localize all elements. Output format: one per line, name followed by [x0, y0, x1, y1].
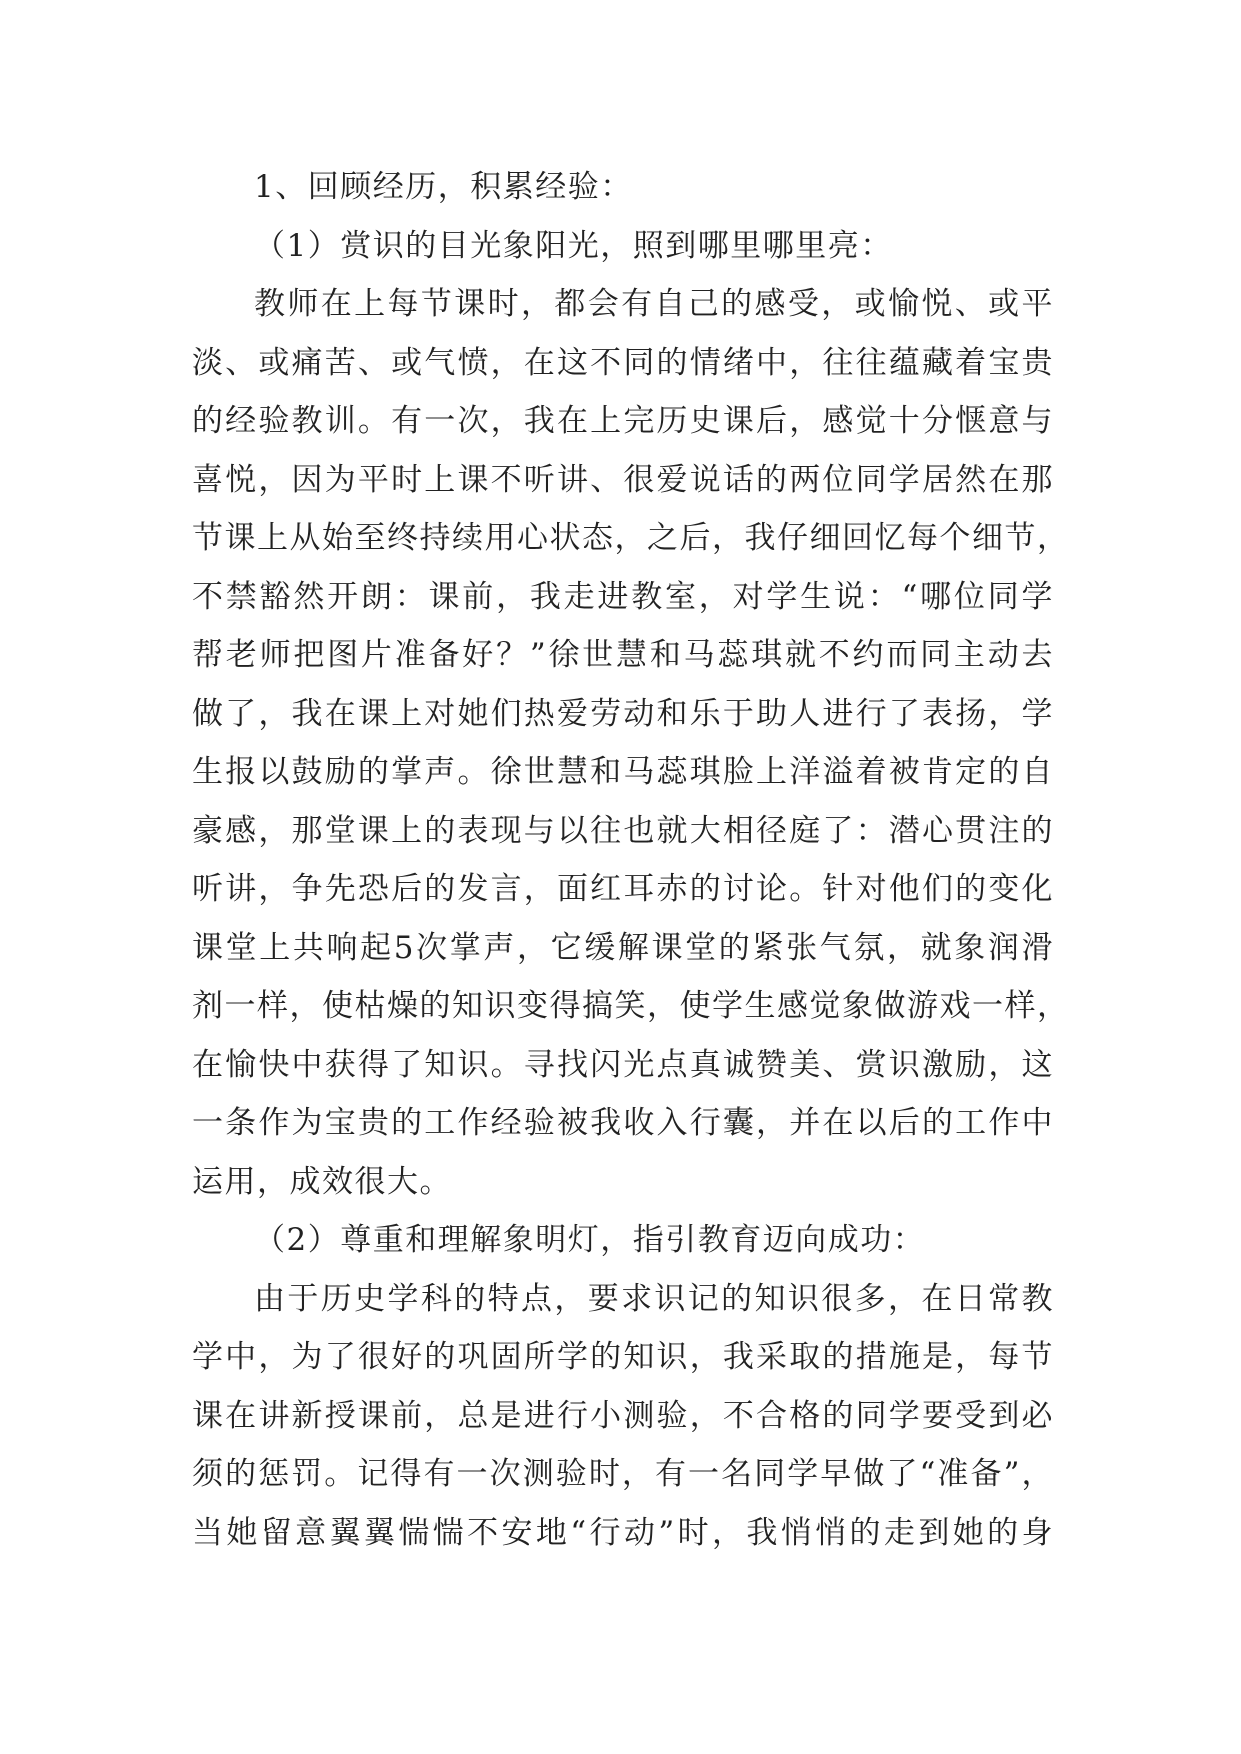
- paragraph-line: 做了，我在课上对她们热爱劳动和乐于助人进行了表扬，学: [192, 695, 1054, 732]
- paragraph-line: 当她留意翼翼惴惴不安地“行动”时，我悄悄的走到她的身: [192, 1514, 1054, 1551]
- paragraph-line: 不禁豁然开朗：课前，我走进教室，对学生说：“哪位同学: [192, 578, 1054, 615]
- paragraph-line: 帮老师把图片准备好？”徐世慧和马蕊琪就不约而同主动去: [192, 637, 1054, 673]
- paragraph-line: 听讲，争先恐后的发言，面红耳赤的讨论。针对他们的变化: [192, 871, 1054, 907]
- paragraph-line: 淡、或痛苦、或气愤，在这不同的情绪中，往往蕴藏着宝贵: [192, 344, 1054, 381]
- paragraph-line: 课堂上共响起5次掌声，它缓解课堂的紧张气氛，就象润滑: [192, 929, 1054, 966]
- paragraph-line: 豪感，那堂课上的表现与以往也就大相径庭了：潜心贯注的: [192, 812, 1054, 849]
- paragraph-line: 生报以鼓励的掌声。徐世慧和马蕊琪脸上洋溢着被肯定的自: [192, 754, 1054, 790]
- paragraph-line-last: 运用，成效很大。: [192, 1163, 452, 1200]
- paragraph-line: 一条作为宝贵的工作经验被我收入行囊，并在以后的工作中: [192, 1105, 1054, 1141]
- paragraph-line: 在愉快中获得了知识。寻找闪光点真诚赞美、赏识激励，这: [192, 1046, 1054, 1083]
- paragraph-line: 须的惩罚。记得有一次测验时，有一名同学早做了“准备”，: [192, 1456, 1054, 1492]
- subsection-title-2: （2）尊重和理解象明灯，指引教育迈向成功：: [254, 1222, 926, 1258]
- paragraph-line: 的经验教训。有一次，我在上完历史课后，感觉十分惬意与: [192, 403, 1054, 439]
- paragraph-line: 节课上从始至终持续用心状态，之后，我仔细回忆每个细节，: [192, 520, 1070, 556]
- paragraph-line: 课在讲新授课前，总是进行小测验，不合格的同学要受到必: [192, 1397, 1054, 1434]
- paragraph-line: 由于历史学科的特点，要求识记的知识很多，在日常教: [254, 1280, 1054, 1317]
- subsection-title-1: （1）赏识的目光象阳光，照到哪里哪里亮：: [254, 227, 893, 264]
- section-heading: 1、回顾经历，积累经验：: [254, 169, 633, 205]
- paragraph-line: 学中，为了很好的巩固所学的知识，我采取的措施是，每节: [192, 1339, 1054, 1375]
- paragraph-line: 剂一样，使枯燥的知识变得搞笑，使学生感觉象做游戏一样，: [192, 988, 1070, 1024]
- paragraph-line: 教师在上每节课时，都会有自己的感受，或愉悦、或平: [254, 286, 1054, 322]
- document-body: [192, 158, 1070, 1562]
- paragraph-line: 喜悦，因为平时上课不听讲、很爱说话的两位同学居然在那: [192, 461, 1054, 498]
